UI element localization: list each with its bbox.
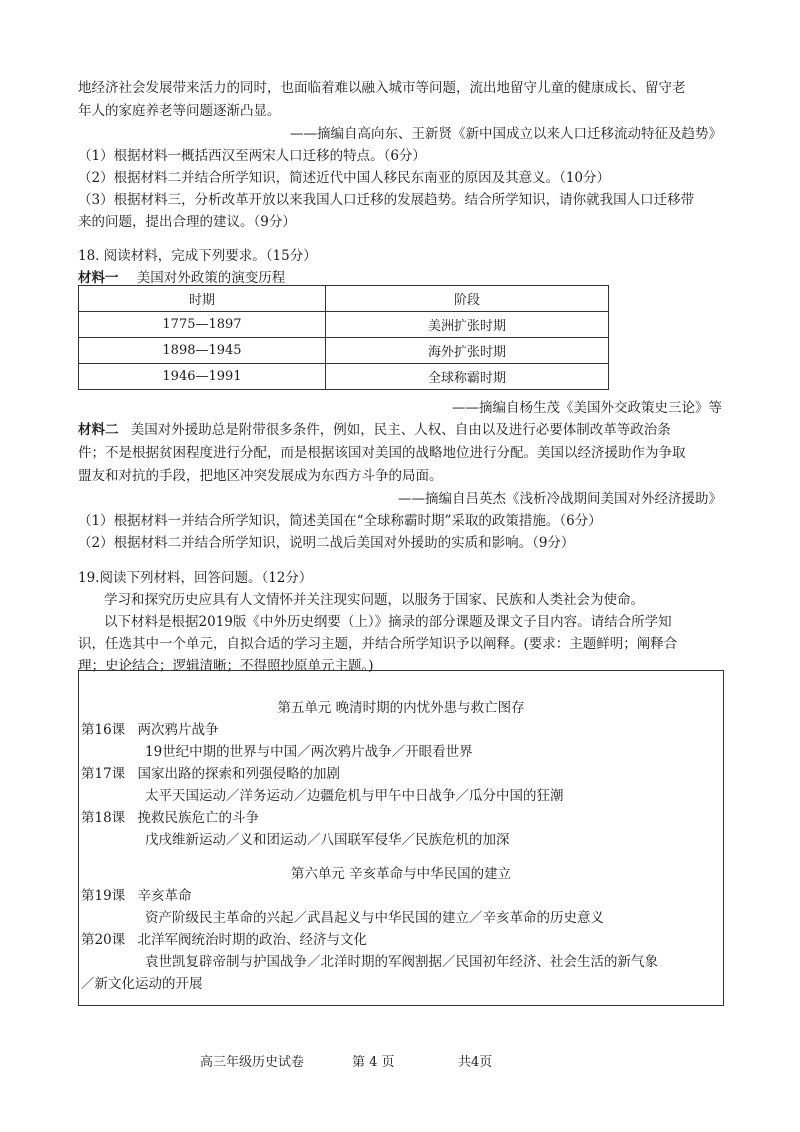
q17-question-1: （1）根据材料一概括西汉至两宋人口迁移的特点。（6分）: [78, 148, 426, 164]
material2-line-1: [78, 418, 671, 438]
lesson-name: 两次鸦片战争: [137, 722, 219, 738]
table-cell-period: 1898—1945: [79, 338, 326, 364]
q19-line-2: 以下材料是根据2019版《中外历史纲要（上）》摘录的部分课题及课文子目内容。请结合所学知: [104, 614, 672, 630]
lesson-label: 第19课: [81, 888, 126, 904]
table-cell-period: 1775—1897: [79, 312, 326, 338]
lesson-17: [81, 762, 340, 782]
footer-total-pages: 共4页: [458, 1055, 493, 1070]
table-header-row: [79, 286, 609, 312]
lesson-20-detail-cont: ／新文化运动的开展: [81, 976, 203, 992]
lesson-name: 国家出路的探索和列强侵略的加剧: [137, 766, 340, 782]
syllabus-box: [78, 670, 724, 1006]
q19-title: 19.阅读下列材料，回答问题。（12分）: [78, 570, 313, 586]
lesson-20-detail: 袁世凯复辟帝制与护国战争／北洋时期的军阀割据／民国初年经济、社会生活的新气象: [145, 954, 658, 970]
q17-question-2: （2）根据材料二并结合所学知识，简述近代中国人移民东南亚的原因及其意义。（10分）: [78, 170, 611, 186]
lesson-name: 辛亥革命: [137, 888, 192, 904]
unit-5-title: 第五单元 晚清时期的内忧外患与救亡图存: [277, 700, 525, 716]
q17-question-3-cont: 来的问题，提出合理的建议。（9分）: [78, 214, 296, 230]
lesson-19: [81, 884, 191, 904]
footer-exam-title: 高三年级历史试卷: [200, 1055, 305, 1070]
footer-page-number: 第 4 页: [352, 1055, 395, 1070]
lesson-name: 挽救民族危亡的斗争: [137, 810, 259, 826]
material2-label: 材料二: [78, 422, 119, 438]
table-row: [79, 312, 609, 338]
table-header-stage: 阶段: [326, 286, 609, 312]
material2-text-1: 美国对外援助总是附带很多条件，例如，民主、人权、自由以及进行必要体制改革等政治条: [130, 422, 671, 438]
policy-table: [78, 285, 609, 390]
table-row: [79, 364, 609, 390]
table-header-period: 时期: [79, 286, 326, 312]
material2-line-3: 盟友和对抗的手段，把地区冲突发展成为东西方斗争的局面。: [78, 468, 443, 484]
material2-line-2: 件；不是根据贫困程度进行分配，而是根据该国对美国的战略地位进行分配。美国以经济援助作为争取: [78, 445, 686, 461]
unit-6-title: 第六单元 辛亥革命与中华民国的建立: [290, 866, 512, 882]
q19-line-4: 理；史论结合；逻辑清晰；不得照抄原单元主题。): [78, 658, 374, 674]
lesson-19-detail: 资产阶级民主革命的兴起／武昌起义与中华民国的建立／辛亥革命的历史意义: [145, 910, 604, 926]
table-cell-period: 1946—1991: [79, 364, 326, 390]
table-row: [79, 338, 609, 364]
material1-title: 美国对外政策的演变历程: [136, 270, 286, 286]
lesson-16-detail: 19世纪中期的世界与中国／两次鸦片战争／开眼看世界: [145, 744, 473, 760]
lesson-label: 第17课: [81, 766, 126, 782]
table-cell-stage: 美洲扩张时期: [326, 312, 609, 338]
lesson-label: 第18课: [81, 810, 126, 826]
q19-line-1: 学习和探究历史应具有人文情怀并关注现实问题，以服务于国家、民族和人类社会为使命。: [104, 592, 644, 608]
q18-question-2: （2）根据材料二并结合所学知识，说明二战后美国对外援助的实质和影响。（9分）: [78, 535, 575, 551]
table-cell-stage: 全球称霸时期: [326, 364, 609, 390]
lesson-18-detail: 戊戌维新运动／义和团运动／八国联军侵华／民族危机的加深: [145, 832, 510, 848]
lesson-label: 第20课: [81, 932, 126, 948]
lesson-17-detail: 太平天国运动／洋务运动／边疆危机与甲午中日战争／瓜分中国的狂潮: [145, 788, 564, 804]
q19-line-3: 识，任选其中一个单元，自拟合适的学习主题，并结合所学知识予以阐释。(要求：主题鲜明；阐释合: [78, 636, 678, 652]
lesson-20: [81, 928, 367, 948]
q18-question-1: （1）根据材料一并结合所学知识，简述美国在“全球称霸时期”采取的政策措施。（6分）: [78, 513, 602, 529]
intro-line-2: 年人的家庭养老等问题逐渐凸显。: [78, 103, 281, 119]
material2-source: ——摘编自吕英杰《浅析冷战期间美国对外经济援助》: [398, 491, 722, 507]
q17-source: ——摘编自高向东、王新贤《新中国成立以来人口迁移流动特征及趋势》: [290, 126, 722, 142]
intro-line-1: 地经济社会发展带来活力的同时，也面临着难以融入城市等问题，流出地留守儿童的健康成长、留守老: [78, 80, 686, 96]
lesson-label: 第16课: [81, 722, 126, 738]
material1-label: 材料一: [78, 270, 119, 286]
q18-title: 18. 阅读材料，完成下列要求。（15分）: [78, 248, 317, 264]
q18-material1-heading: [78, 266, 285, 286]
lesson-16: [81, 718, 218, 738]
lesson-name: 北洋军阀统治时期的政治、经济与文化: [137, 932, 367, 948]
table-cell-stage: 海外扩张时期: [326, 338, 609, 364]
lesson-18: [81, 806, 259, 826]
material1-source: ——摘编自杨生茂《美国外交政策史三论》等: [452, 400, 722, 416]
q17-question-3: （3）根据材料三，分析改革开放以来我国人口迁移的发展趋势。结合所学知识，请你就我国人口迁移带: [78, 192, 695, 208]
